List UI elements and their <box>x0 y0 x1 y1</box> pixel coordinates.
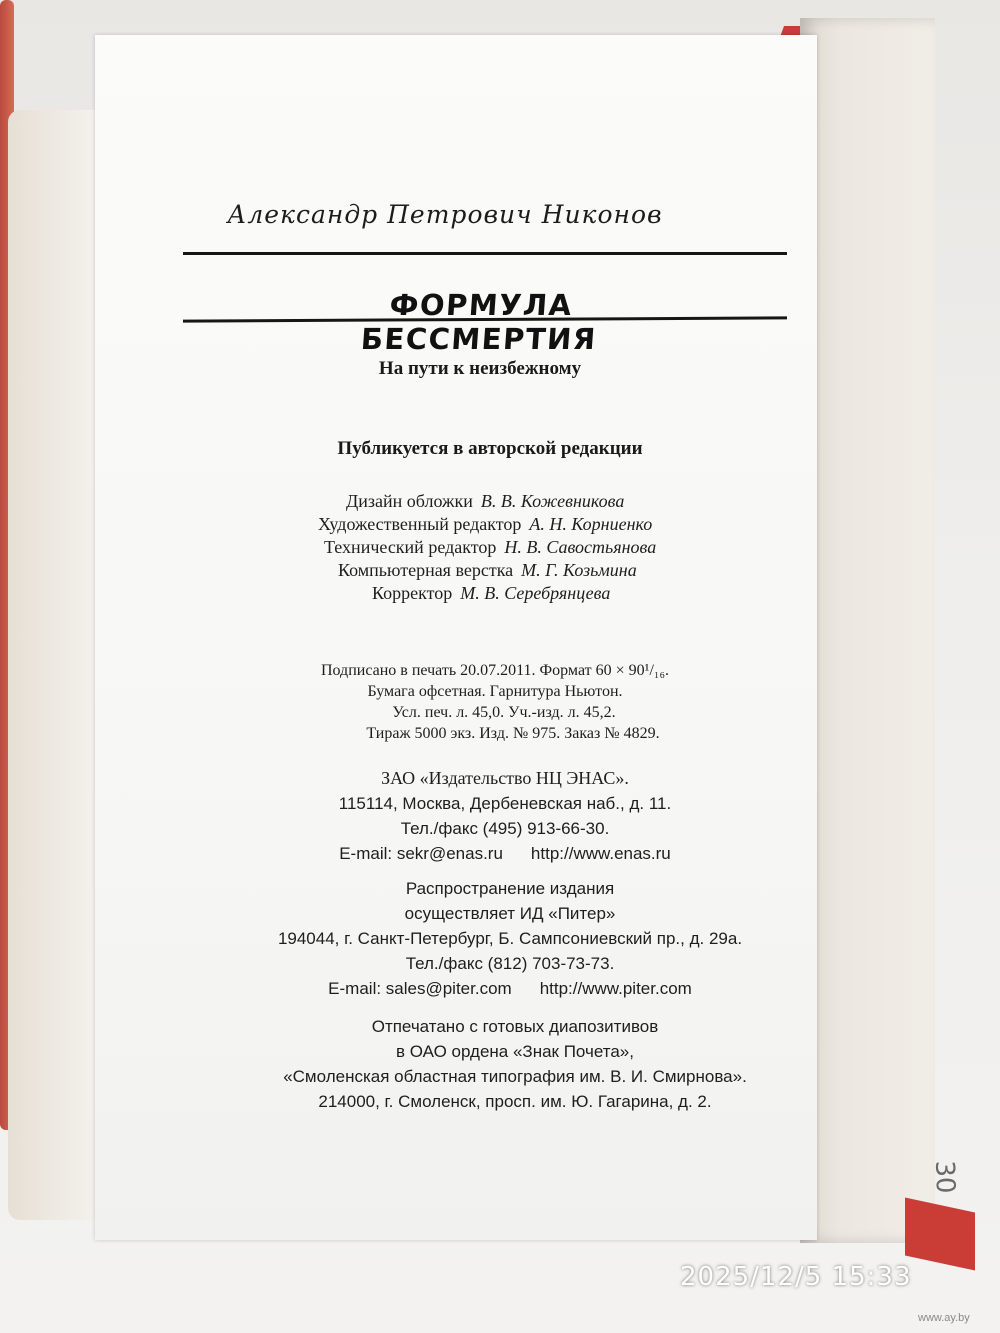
publisher-email: E-mail: sekr@enas.ru <box>339 844 503 863</box>
credit-role: Корректор <box>372 583 453 603</box>
print-spec-line: Подписано в печать 20.07.2011. Формат 60 × 90¹/₁₆. <box>320 662 670 679</box>
author-name: Александр Петрович Никонов <box>227 200 663 229</box>
credit-line <box>318 513 720 536</box>
publisher-block <box>320 766 690 866</box>
credit-name: М. В. Серебрянцева <box>460 583 611 603</box>
pencil-page-number: 30 <box>928 1159 961 1195</box>
credit-name: М. Г. Козьмина <box>521 560 637 580</box>
credit-line <box>338 559 720 582</box>
credit-name: Н. В. Савостьянова <box>504 537 657 557</box>
publisher-web: http://www.enas.ru <box>530 844 671 863</box>
distributor-address: 194044, г. Санкт-Петербург, Б. Сампсониевский пр., д. 29а. <box>277 929 743 948</box>
site-watermark: www.ay.by <box>918 1312 970 1324</box>
credit-role: Художественный редактор <box>318 514 522 534</box>
print-spec-line: Тираж 5000 экз. Изд. № 975. Заказ № 4829. <box>366 725 660 742</box>
distributor-web: http://www.piter.com <box>539 979 692 998</box>
credits-list <box>300 490 720 605</box>
credit-role: Дизайн обложки <box>346 491 473 511</box>
print-specs <box>280 660 710 744</box>
printer-address: 214000, г. Смоленск, просп. им. Ю. Гагарина, д. 2. <box>318 1092 712 1111</box>
publisher-name: ЗАО «Издательство НЦ ЭНАС». <box>381 768 629 788</box>
printer-line: в ОАО ордена «Знак Почета», <box>396 1042 634 1061</box>
distributor-line: Распространение издания <box>405 879 615 898</box>
printer-line: «Смоленская областная типография им. В. И. Смирнова». <box>283 1067 747 1086</box>
distributor-email: E-mail: sales@piter.com <box>328 979 512 998</box>
book-title: ФОРМУЛА БЕССМЕРТИЯ <box>359 288 598 356</box>
credit-name: А. Н. Корниенко <box>529 514 653 534</box>
publisher-phone: Тел./факс (495) 913-66-30. <box>400 819 610 838</box>
credit-name: В. В. Кожевникова <box>480 491 625 511</box>
book-cover-corner-bottom <box>905 1198 975 1271</box>
print-spec-line: Усл. печ. л. 45,0. Уч.-изд. л. 45,2. <box>392 704 616 721</box>
distributor-contacts <box>240 976 780 1001</box>
page-stack-edge <box>8 110 98 1220</box>
photo-timestamp: 2025/12/5 15:33 <box>680 1262 912 1292</box>
print-spec-line: Бумага офсетная. Гарнитура Ньютон. <box>367 683 623 700</box>
distributor-phone: Тел./факс (812) 703-73-73. <box>405 954 615 973</box>
credit-line <box>346 490 720 513</box>
distributor-block <box>240 876 780 1001</box>
book-subtitle: На пути к неизбежному <box>378 358 582 379</box>
title-rule-top <box>183 252 787 255</box>
publisher-address: 115114, Москва, Дербеневская наб., д. 11. <box>338 794 672 813</box>
credit-role: Компьютерная верстка <box>338 560 514 580</box>
printer-block <box>240 1014 790 1114</box>
edition-note: Публикуется в авторской редакции <box>337 438 643 459</box>
credit-line <box>372 582 720 605</box>
facing-page <box>800 18 935 1243</box>
publisher-contacts <box>320 841 690 866</box>
distributor-line: осуществляет ИД «Питер» <box>404 904 616 923</box>
printer-line: Отпечатано с готовых диапозитивов <box>371 1017 659 1036</box>
credit-role: Технический редактор <box>324 537 497 557</box>
credit-line <box>324 536 720 559</box>
